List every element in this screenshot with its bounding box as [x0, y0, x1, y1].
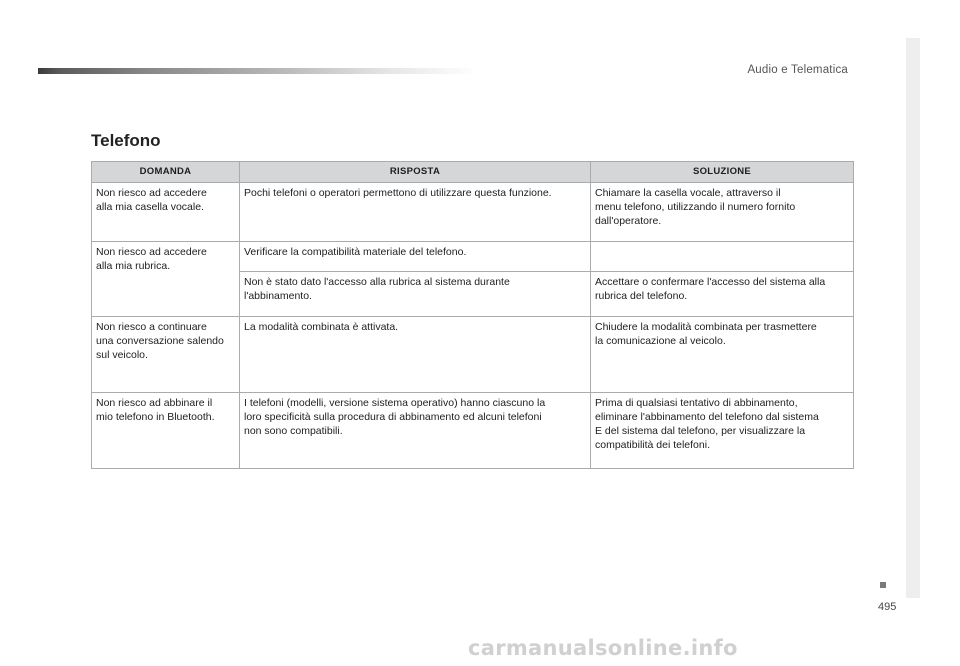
page-number: 495 [878, 601, 897, 613]
column-header-soluzione: SOLUZIONE [591, 162, 854, 183]
table-row [92, 242, 854, 272]
answer-cell: I telefoni (modelli, versione sistema operativo) hanno ciascuno la loro specificità sulla procedura di abbinamento ed alcuni telefoni non sono compatibili. [240, 393, 591, 469]
answer-cell: Non è stato dato l'accesso alla rubrica al sistema durante l'abbinamento. [240, 272, 591, 317]
answer-cell: Pochi telefoni o operatori permettono di utilizzare questa funzione. [240, 183, 591, 242]
question-cell: Non riesco ad accedere alla mia casella vocale. [92, 183, 240, 242]
question-cell: Non riesco a continuare una conversazione salendo sul veicolo. [92, 317, 240, 393]
section-label: Audio e Telematica [747, 64, 848, 76]
table-row [92, 393, 854, 469]
answer-cell: La modalità combinata è attivata. [240, 317, 591, 393]
solution-cell: Chiamare la casella vocale, attraverso il menu telefono, utilizzando il numero fornito dall'operatore. [591, 183, 854, 242]
solution-cell: Prima di qualsiasi tentativo di abbinamento, eliminare l'abbinamento del telefono dal sistema E del sistema dal telefono, per visualizzare la compatibilità dei telefoni. [591, 393, 854, 469]
column-header-risposta: RISPOSTA [240, 162, 591, 183]
solution-cell [591, 242, 854, 272]
header-gradient-bar [38, 68, 478, 74]
solution-cell: Chiudere la modalità combinata per trasmettere la comunicazione al veicolo. [591, 317, 854, 393]
table-header-row [92, 162, 854, 183]
page-title: Telefono [91, 131, 161, 150]
page-marker-square [880, 582, 886, 588]
answer-cell: Verificare la compatibilità materiale del telefono. [240, 242, 591, 272]
question-cell: Non riesco ad accedere alla mia rubrica. [92, 242, 240, 317]
watermark-text: carmanualsonline.info [468, 636, 738, 660]
table-row [92, 317, 854, 393]
solution-cell: Accettare o confermare l'accesso del sistema alla rubrica del telefono. [591, 272, 854, 317]
faq-table [91, 161, 854, 469]
column-header-domanda: DOMANDA [92, 162, 240, 183]
table-row [92, 183, 854, 242]
page-side-rail [906, 38, 920, 598]
question-cell: Non riesco ad abbinare il mio telefono in Bluetooth. [92, 393, 240, 469]
